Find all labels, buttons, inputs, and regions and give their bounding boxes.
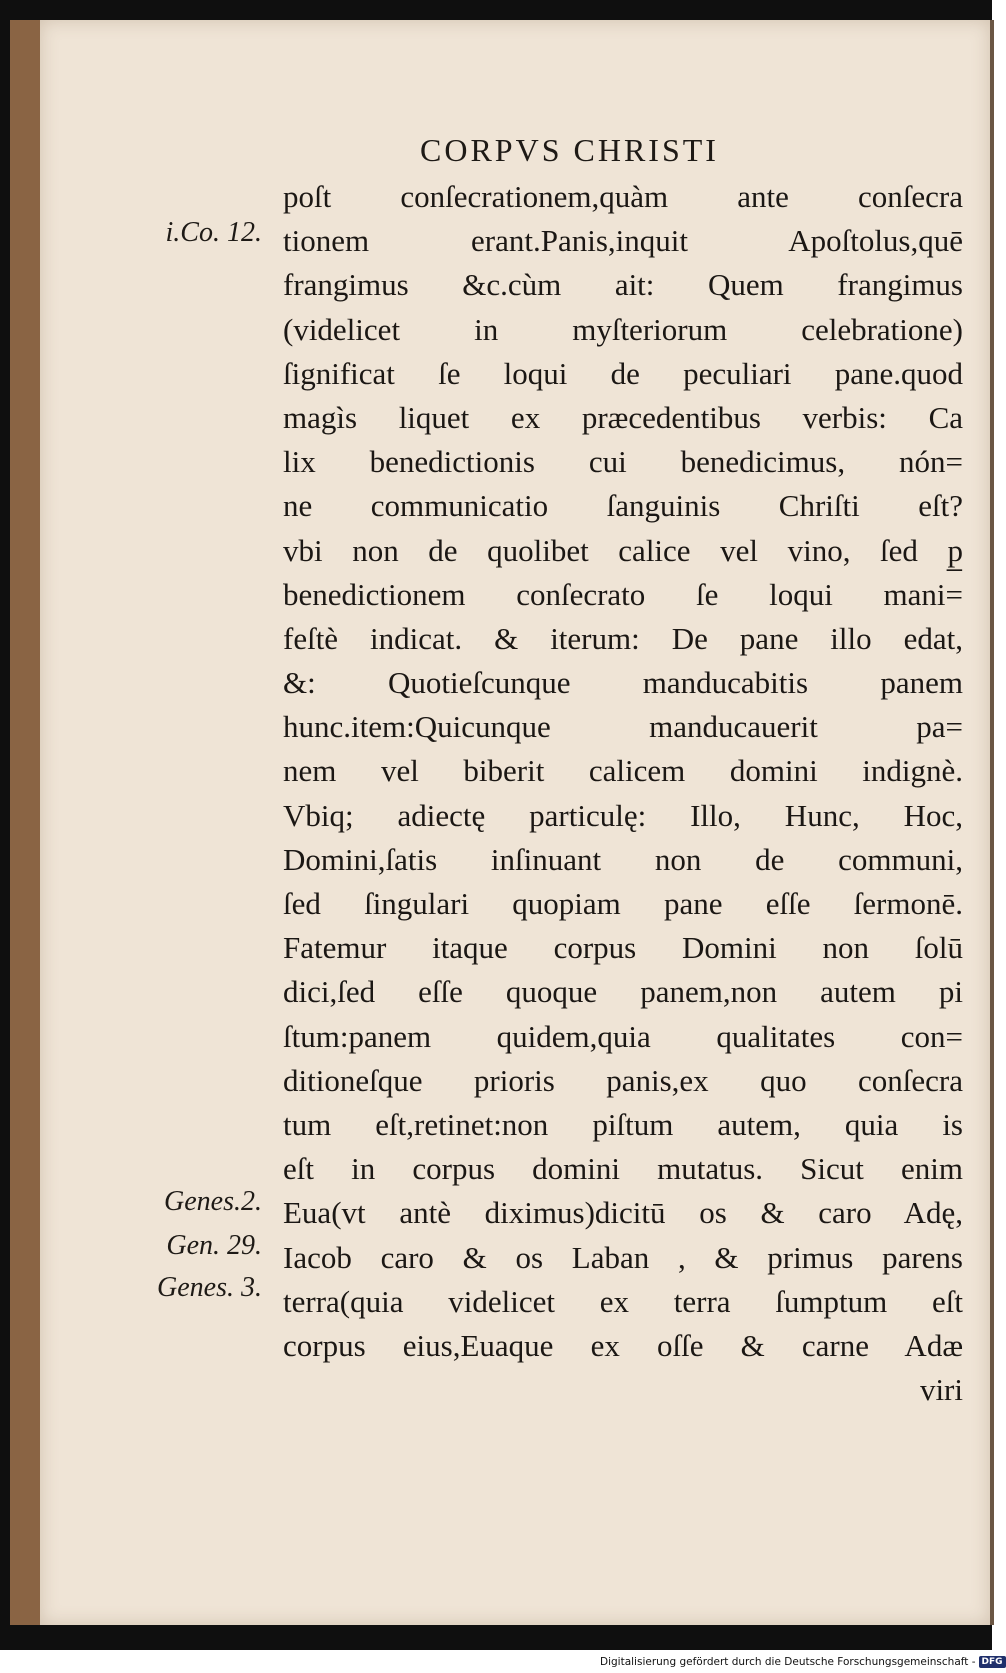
text-line: corpus eius,Euaque ex oſſe & carne Adæ xyxy=(283,1327,963,1363)
digitization-credit xyxy=(600,1653,1006,1671)
text-line: tum eſt,retinet:non piſtum autem, quia is xyxy=(283,1106,963,1142)
text-line: terra(quia videlicet ex terra ſumptum eſt xyxy=(283,1283,963,1319)
text-line: hunc.item:Quicunque manducauerit pa= xyxy=(283,709,963,745)
running-head: CORPVS CHRISTI xyxy=(420,132,719,168)
text-line: Vbiq; adiectę particulę: Illo, Hunc, Hoc, xyxy=(283,797,963,833)
text-line: Fatemur itaque corpus Domini non ſolū xyxy=(283,930,963,966)
text-line: (videlicet in myſteriorum celebratione) xyxy=(283,311,963,347)
text-line: benedictionem conſecrato ſe loqui mani= xyxy=(283,576,963,612)
margin-note: Gen. 29. xyxy=(166,1230,262,1261)
text-line: lix benedictionis cui benedicimus, nón= xyxy=(283,444,963,480)
text-line: ne communicatio ſanguinis Chriſti eſt? xyxy=(283,488,963,524)
text-line: tionem erant.Panis,inquit Apoſtolus,quē xyxy=(283,223,963,259)
body-text xyxy=(283,175,963,1412)
dfg-logo-icon: DFG xyxy=(979,1656,1006,1668)
margin-note: Genes.2. xyxy=(164,1186,262,1217)
text-line: Domini,ſatis inſinuant non de communi, xyxy=(283,841,963,877)
text-line: ſignificat ſe loqui de peculiari pane.quod xyxy=(283,355,963,391)
text-line: frangimus &c.cùm ait: Quem frangimus xyxy=(283,267,963,303)
text-line: magìs liquet ex præcedentibus verbis: Ca xyxy=(283,399,963,435)
credit-text: Digitalisierung gefördert durch die Deutsche Forschungsgemeinschaft - xyxy=(600,1656,976,1668)
text-line: &: Quotieſcunque manducabitis panem xyxy=(283,665,963,701)
text-line: ſtum:panem quidem,quia qualitates con= xyxy=(283,1018,963,1054)
text-line: nem vel biberit calicem domini indignè. xyxy=(283,753,963,789)
text-line: vbi non de quolibet calice vel vino, ſed p̲ xyxy=(283,532,963,568)
text-line: poſt conſecrationem,quàm ante conſecra xyxy=(283,179,963,214)
text-line: feſtè indicat. & iterum: De pane illo edat, xyxy=(283,620,963,656)
text-line: Iacob caro & os Laban , & primus parens xyxy=(283,1239,963,1275)
text-line: ditioneſque prioris panis,ex quo conſecra xyxy=(283,1062,963,1098)
margin-note: i.Co. 12. xyxy=(165,217,262,248)
text-line: eſt in corpus domini mutatus. Sicut enim xyxy=(283,1151,963,1187)
text-line: Eua(vt antè diximus)dicitū os & caro Adę, xyxy=(283,1195,963,1231)
margin-note: Genes. 3. xyxy=(157,1272,262,1303)
page-edge xyxy=(10,20,40,1625)
text-line: ſed ſingulari quopiam pane eſſe ſermonē. xyxy=(283,886,963,921)
catchword: viri xyxy=(919,1372,963,1408)
text-line: dici,ſed eſſe quoque panem,non autem pi xyxy=(283,974,963,1010)
